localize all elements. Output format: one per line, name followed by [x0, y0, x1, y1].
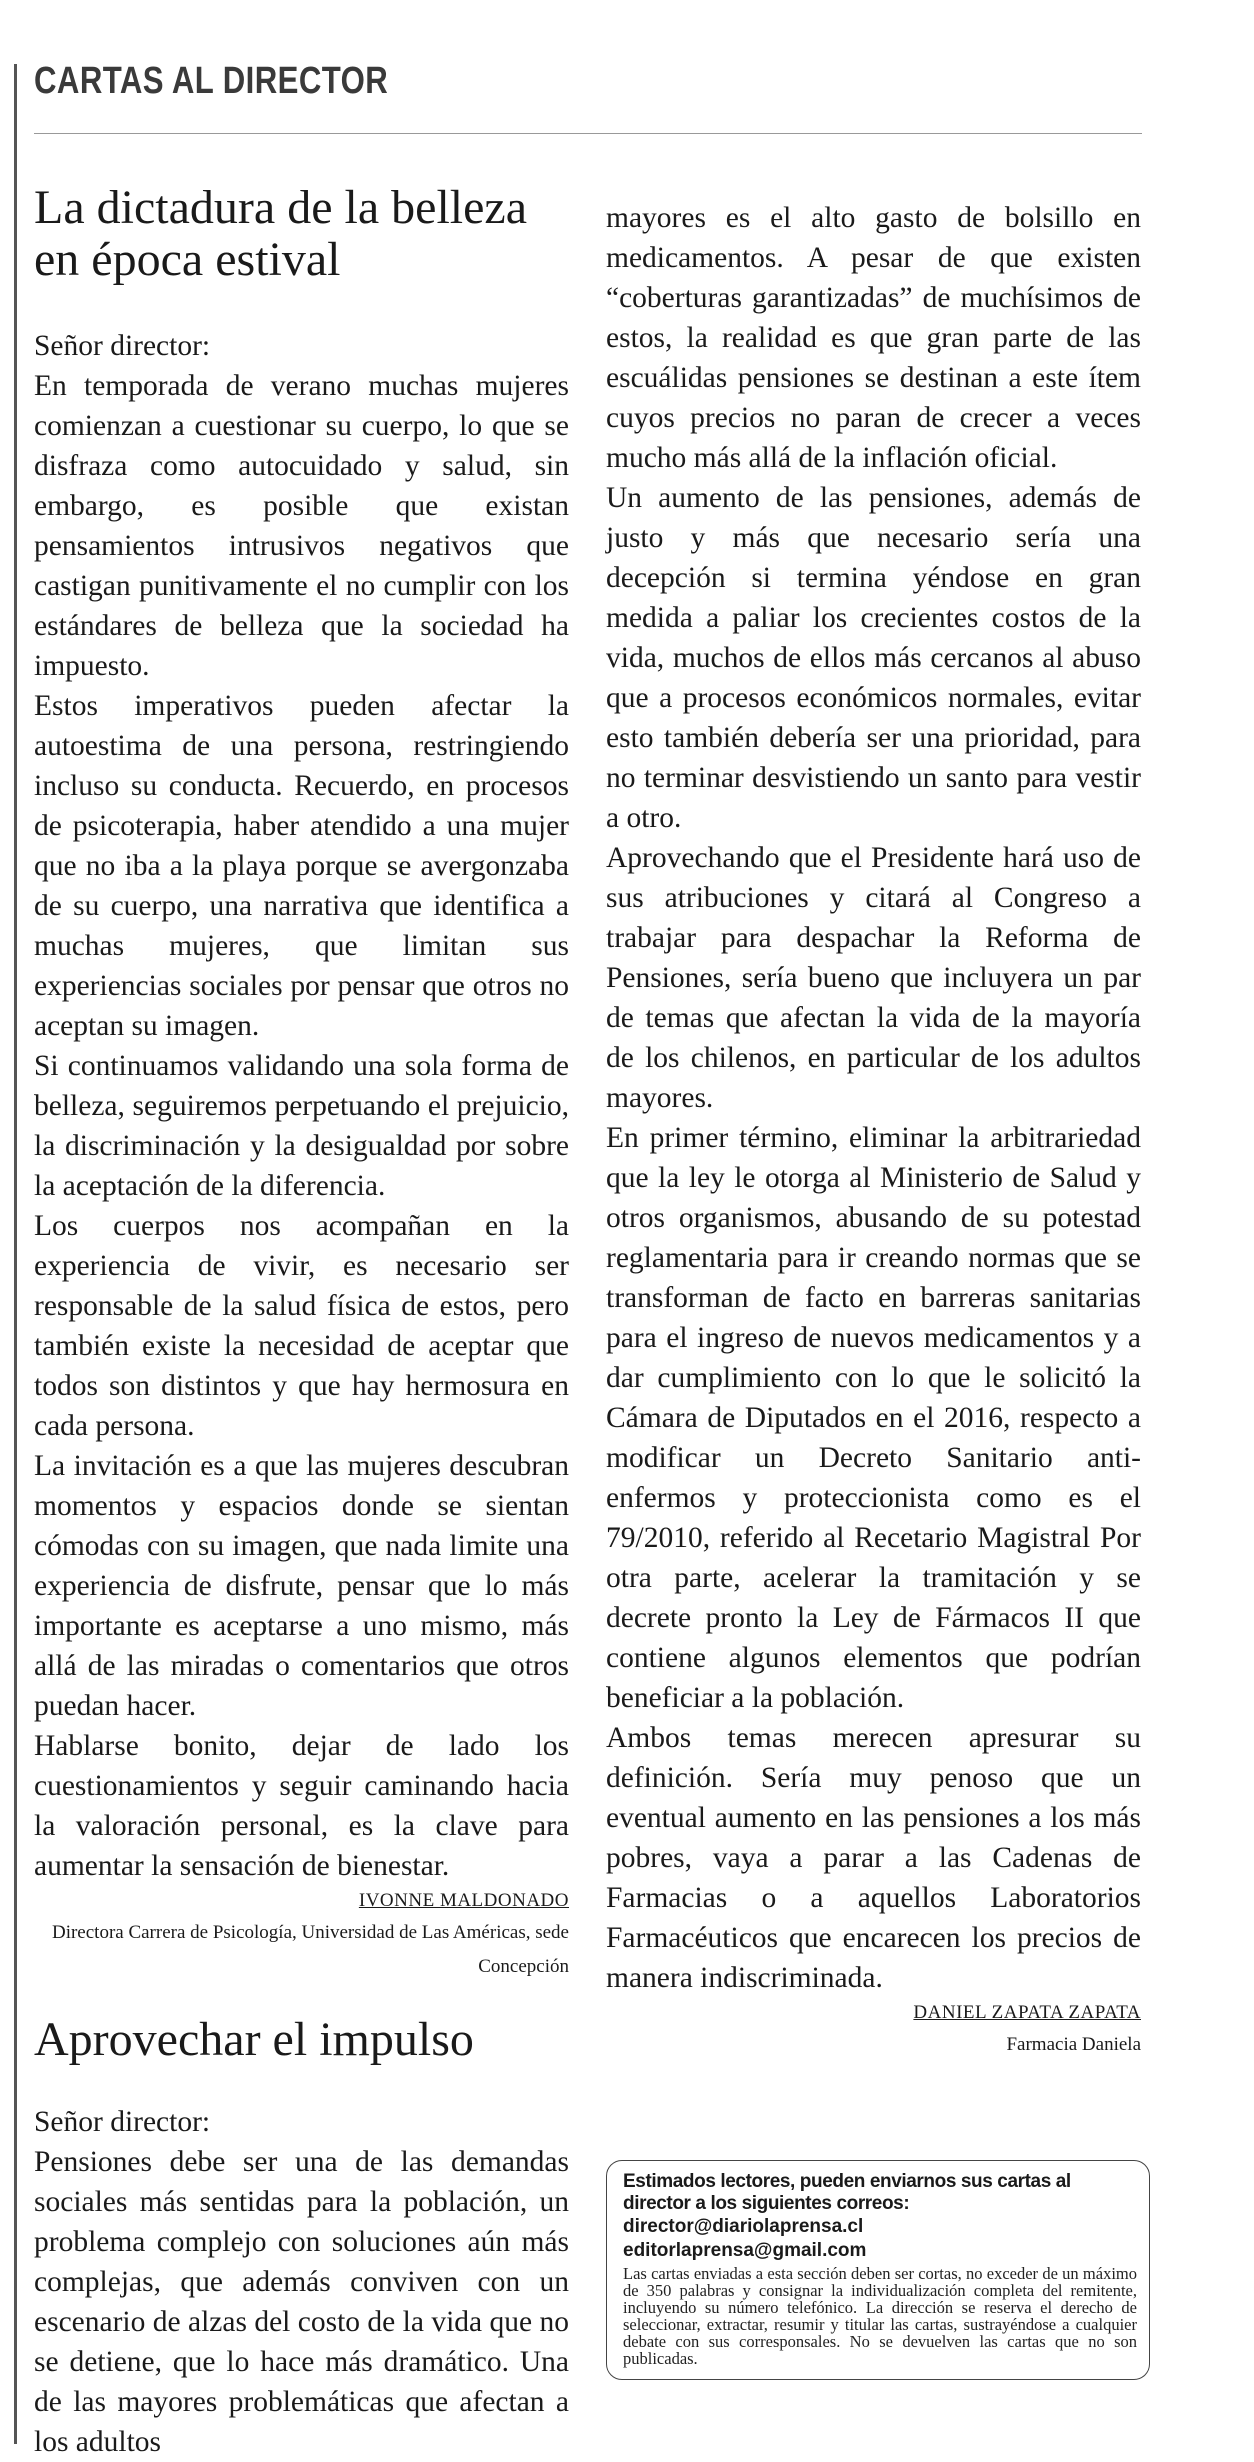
- notice-body-text: Las cartas enviadas a esta sección deben ser cortas, no exceder de un máximo de 350 palabras y consignar la individualización completa del remitente, incluyendo su número telefónico. La dirección se reserva el derecho de seleccionar, extractar, resumir y titular las cartas, sustrayéndose a cualquier debate con sus corresponsales. No se devuelven las cartas que no son publicadas.: [623, 2264, 1137, 2368]
- letter-1-paragraph: Estos imperativos pueden afectar la autoestima de una persona, restringiendo incluso su conducta. Recuerdo, en procesos de psicoterapia, haber atendido a una mujer que no iba a la playa porque se avergonzaba de su cuerpo, una narrativa que identifica a muchas mujeres, que limitan sus experiencias sociales por pensar que otros no aceptan su imagen.: [34, 690, 569, 1042]
- letter-1-paragraph: Hablarse bonito, dejar de lado los cuestionamientos y seguir caminando hacia la valoración personal, es la clave para aumentar la sensación de bienestar.: [34, 1730, 569, 1882]
- notice-email-director[interactable]: director@diariolaprensa.cl: [623, 2216, 864, 2237]
- letter-2-paragraph: Pensiones debe ser una de las demandas sociales más sentidas para la población, un problema complejo con soluciones aún más complejas, que además conviven con un escenario de alzas del costo de la vida que no se detiene, que lo hace más dramático. Una de las mayores problemáticas que afectan a los adultos: [34, 2146, 569, 2458]
- section-title: CARTAS AL DIRECTOR: [34, 60, 389, 102]
- submission-notice-box: [606, 2160, 1150, 2380]
- letter-2-paragraph: Ambos temas merecen apresurar su definición. Sería muy penoso que un eventual aumento en las pensiones a los más pobres, vaya a parar a las Cadenas de Farmacias o a aquellos Laboratorios Farmacéuticos que encarecen los precios de manera indiscriminada.: [606, 1722, 1141, 1994]
- letter-1-paragraph: La invitación es a que las mujeres descubran momentos y espacios donde se sientan cómodas con su imagen, que nada limite una experiencia de disfrute, pensar que lo más importante es aceptarse a uno mismo, más allá de las miradas o comentarios que otros puedan hacer.: [34, 1450, 569, 1722]
- letter-2-affiliation: Farmacia Daniela: [1006, 2034, 1141, 2055]
- letter-1-affiliation: Directora Carrera de Psicología, Universidad de Las Américas, sede Concepción: [51, 1922, 569, 1977]
- right-column: [606, 198, 1141, 2062]
- header-divider: [34, 133, 1142, 134]
- letter-beauty: [34, 182, 569, 1984]
- letter-2-headline: Aprovechar el impulso: [34, 2013, 474, 2066]
- left-border-rule: [14, 64, 17, 2444]
- letter-pensions: [34, 2014, 569, 2462]
- letter-2-salutation: Señor director:: [34, 2106, 211, 2138]
- letter-1-paragraph: En temporada de verano muchas mujeres comienzan a cuestionar su cuerpo, lo que se disfraza como autocuidado y salud, sin embargo, es posible que existan pensamientos intrusivos negativos que castigan punitivamente el no cumplir con los estándares de belleza que la sociedad ha impuesto.: [34, 370, 569, 682]
- letter-2-paragraph: Aprovechando que el Presidente hará uso de sus atribuciones y citará al Congreso a trabajar para despachar la Reforma de Pensiones, sería bueno que incluyera un par de temas que afectan la vida de la mayoría de los chilenos, en particular de los adultos mayores.: [606, 842, 1141, 1114]
- letter-1-paragraph: Los cuerpos nos acompañan en la experiencia de vivir, es necesario ser responsable de la salud física de estos, pero también existe la necesidad de aceptar que todos son distintos y que hay hermosura en cada persona.: [34, 1210, 569, 1442]
- letter-2-paragraph: Un aumento de las pensiones, además de justo y más que necesario sería una decepción si termina yéndose en gran medida a paliar los crecientes costos de la vida, muchos de ellos más cercanos al abuso que a procesos económicos normales, evitar esto también debería ser una prioridad, para no terminar desvistiendo un santo para vestir a otro.: [606, 482, 1141, 834]
- notice-email-editor[interactable]: editorlaprensa@gmail.com: [623, 2240, 867, 2261]
- letter-2-paragraph: En primer término, eliminar la arbitrariedad que la ley le otorga al Ministerio de Salud y otros organismos, abusando de su potestad reglamentaria para ir creando normas que se transforman de facto en barreras sanitarias para el ingreso de nuevos medicamentos y a dar cumplimiento con lo que le solicitó la Cámara de Diputados en el 2016, respecto a modificar un Decreto Sanitario anti-enfermos y proteccionista como es el 79/2010, referido al Recetario Magistral Por otra parte, acelerar la tramitación y se decrete pronto la Ley de Fármacos II que contiene algunos elementos que podrían beneficiar a la población.: [606, 1122, 1141, 1714]
- letter-1-salutation: Señor director:: [34, 330, 211, 362]
- letter-1-paragraph: Si continuamos validando una sola forma de belleza, seguiremos perpetuando el prejuicio, la discriminación y la desigualdad por sobre la aceptación de la diferencia.: [34, 1050, 569, 1202]
- letter-1-headline: La dictadura de la belleza en época estival: [34, 181, 528, 286]
- left-column: [34, 182, 569, 2462]
- letter-1-signature: IVONNE MALDONADO: [358, 1890, 569, 1911]
- notice-lead-text: Estimados lectores, pueden enviarnos sus cartas al director a los siguientes correos:: [623, 2171, 1071, 2214]
- letter-2-signature: DANIEL ZAPATA ZAPATA: [913, 2002, 1141, 2023]
- letter-2-paragraph: mayores es el alto gasto de bolsillo en medicamentos. A pesar de que existen “coberturas garantizadas” de muchísimos de estos, la realidad es que gran parte de las escuálidas pensiones se destinan a este ítem cuyos precios no paran de crecer a veces mucho más allá de la inflación oficial.: [606, 202, 1141, 474]
